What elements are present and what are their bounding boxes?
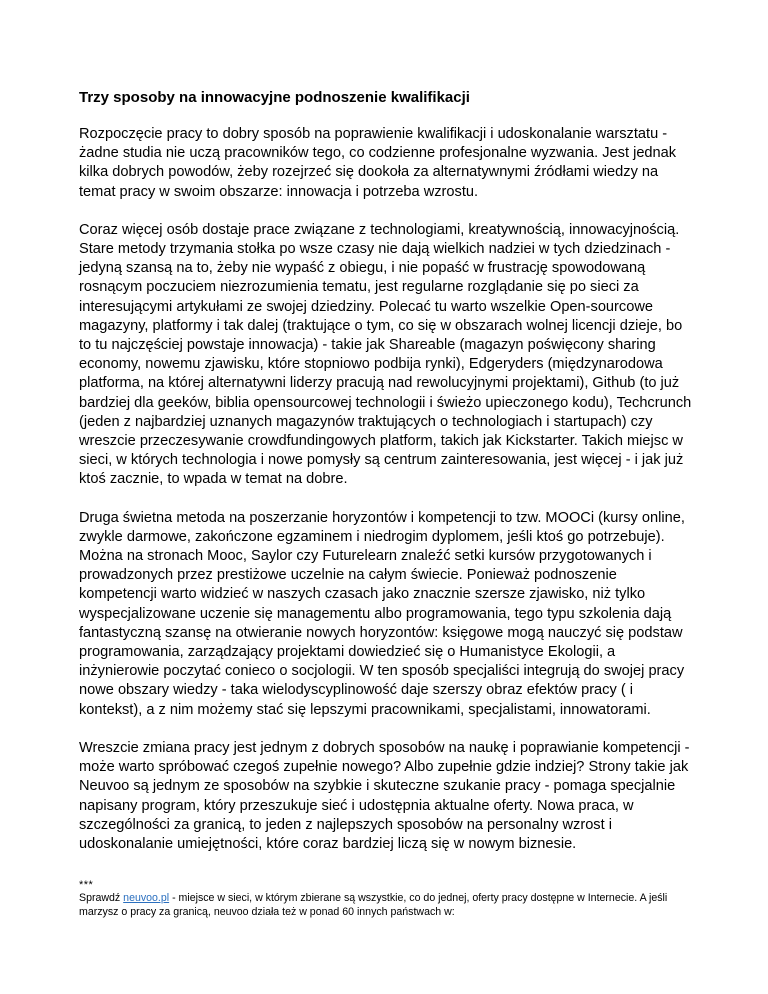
footer-note xyxy=(79,892,697,919)
paragraph-intro: Rozpoczęcie pracy to dobry sposób na poprawienie kwalifikacji i udoskonalanie warsztatu - żadne studia nie uczą pracowników tego, co codzienne profesjonalne wyzwania. Jest jednak kilka dobrych powodów, żeby rozejrzeć się dookoła za alternatywnymi źródłami wiedzy na temat pracy w swoim obszarze: innowacja i potrzeba wzrostu. xyxy=(79,126,677,200)
neuvoo-link[interactable]: neuvoo.pl xyxy=(123,892,170,905)
footer-separator: *** xyxy=(79,879,94,892)
document-title: Trzy sposoby na innowacyjne podnoszenie kwalifikacji xyxy=(79,89,470,106)
paragraph-job-change: Wreszcie zmiana pracy jest jednym z dobrych sposobów na naukę i poprawianie kompetencji - może warto spróbować czegoś zupełnie nowego? Albo zupełnie gdzie indziej? Strony takie jak Neuvoo są jednym ze sposobów na szybkie i skuteczne szukanie pracy - pomaga specjalnie napisany program, który przeszukuje sieć i udostępnia aktualne oferty. Nowa praca, w szczególności za granicą, to jeden z najlepszych sposobów na personalny wzrost i udoskonalanie umiejętności, które coraz bardziej liczą się w nowym biznesie. xyxy=(79,739,690,852)
document-page xyxy=(79,88,697,919)
footer-prefix: Sprawdź xyxy=(79,892,124,905)
paragraph-moocs: Druga świetna metoda na poszerzanie horyzontów i kompetencji to tzw. MOOCi (kursy online, zwykle darmowe, zakończone egzaminem i niedrogim dyplomem, jeśli ktoś go potrzebuje). Można na stronach Mooc, Saylor czy Futurelearn znaleźć setki kursów przygotowanych i prowadzonych przez prestiżowe uczelnie na całym świecie. Ponieważ podnoszenie kompetencji warto widzieć w naszych czasach jako znacznie szersze zjawisko, niż tylko wyspecjalizowane uczenie się managementu albo programowania, tego typu szkolenia dają fantastyczną szansę na otwieranie nowych horyzontów: księgowe mogą nauczyć się podstaw programowania, zarządzający projektami dowiedzieć się o Humanistyce Ekologii, a inżynierowie poczytać conieco o socjologii. W ten sposób specjaliści integrują do swojej pracy nowe obszary wiedzy - taka wielodyscyplinowość daje szerszy obraz efektów pracy ( i kontekst), a z nim możemy stać się lepszymi pracownikami, specjalistami, innowatorami. xyxy=(79,509,685,718)
footer-suffix: - miejsce w sieci, w którym zbierane są wszystkie, co do jednej, oferty pracy dostępne w Internecie. A jeśli marzysz o pracy za granicą, neuvoo działa też w ponad 60 innych państwach w: xyxy=(79,892,668,918)
paragraph-online-sources: Coraz więcej osób dostaje prace związane z technologiami, kreatywnością, innowacyjnością. Stare metody trzymania stołka po wsze czasy nie dają wielkich nadziei w tych dziedzinach - jedyną szansą na to, żeby nie wypaść z obiegu, i nie popaść w frustrację spowodowaną rosnącym poczuciem niezrozumienia tematu, jest regularne rozglądanie się po sieci za interesującymi artykułami ze swojej dziedziny. Polecać tu warto wszelkie Open-sourcowe magazyny, platformy i tak dalej (traktujące o tym, co się w obszarach wolnej licencji dzieje, bo to tu najczęściej powstaje innowacja) - takie jak Shareable (magazyn poświęcony sharing economy, nowemu zjawisku, które stopniowo podbija rynki), Edgeryders (międzynarodowa platforma, na której alternatywni liderzy pracują nad rewolucyjnymi projektami), Github (to już bardziej dla geeków, biblia opensourcowej technologii i świeżo upieczonego kodu), Techcrunch (jeden z najbardziej uznanych magazynów traktujących o technologiach i startupach) czy wreszcie przeczesywanie crowdfundingowych platform, takich jak Kickstarter. Takich miejsc w sieci, w których technologia i nowe pomysły są centrum zainteresowania, jest więcej - i jak już ktoś zacznie, to wpada w temat na dobre. xyxy=(79,221,692,488)
